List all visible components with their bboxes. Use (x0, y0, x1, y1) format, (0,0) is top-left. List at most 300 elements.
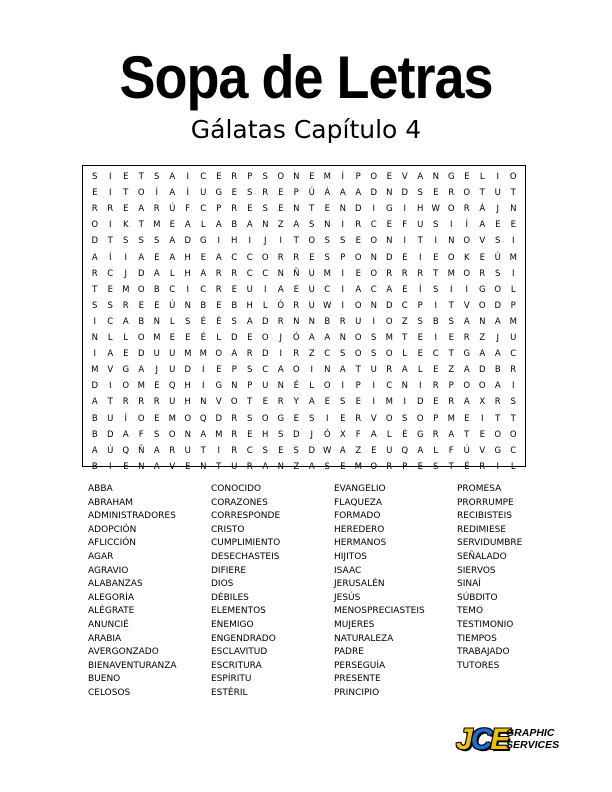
word-list-item: HEREDERO (334, 524, 385, 535)
word-list-item: ENGENDRADO (211, 633, 276, 644)
grid-letter: P (216, 204, 222, 215)
grid-letter: R (386, 268, 393, 279)
word-list-item: ESCRITURA (211, 660, 262, 671)
grid-letter: W (323, 445, 332, 456)
grid-letter: M (354, 461, 362, 472)
grid-letter: S (92, 300, 98, 311)
grid-letter: N (370, 300, 377, 311)
grid-letter: Q (401, 445, 409, 456)
grid-letter: O (354, 300, 362, 311)
word-list-item: MUJERES (334, 619, 375, 630)
grid-letter: U (231, 461, 238, 472)
grid-letter: B (200, 300, 207, 311)
grid-letter: Z (355, 445, 362, 456)
grid-letter: Í (108, 252, 112, 263)
grid-letter: A (169, 236, 176, 247)
grid-letter: S (92, 172, 98, 182)
grid-letter: S (154, 429, 160, 440)
grid-letter: D (385, 252, 393, 263)
grid-letter: L (200, 220, 206, 231)
grid-letter: S (247, 365, 253, 376)
grid-letter: Q (168, 381, 176, 392)
grid-letter: R (231, 268, 238, 279)
grid-letter: L (169, 316, 175, 327)
grid-letter: T (309, 204, 315, 215)
word-list-item: AGRAVIO (88, 565, 129, 576)
grid-letter: I (341, 220, 344, 231)
grid-letter: C (370, 220, 377, 231)
grid-letter: É (402, 429, 408, 440)
grid-letter: Í (418, 284, 422, 295)
grid-letter: Ó (292, 333, 300, 343)
grid-letter: A (200, 429, 207, 440)
grid-letter: I (418, 381, 422, 392)
grid-letter: O (463, 236, 471, 247)
word-list-item: MENOSPRECIASTEIS (334, 606, 425, 617)
grid-letter: J (155, 365, 158, 376)
grid-letter: I (108, 172, 112, 182)
grid-letter: S (262, 204, 268, 215)
grid-letter: R (355, 413, 362, 424)
grid-letter: S (247, 413, 253, 424)
grid-letter: A (463, 365, 470, 376)
grid-letter: R (479, 461, 486, 472)
grid-letter: E (293, 284, 299, 295)
grid-letter: S (417, 316, 423, 327)
grid-letter: B (494, 365, 501, 376)
grid-letter: L (479, 172, 485, 182)
grid-letter: L (107, 333, 113, 343)
grid-letter: I (217, 236, 220, 247)
grid-letter: N (153, 316, 160, 327)
grid-letter: A (339, 445, 346, 456)
grid-letter: E (386, 172, 392, 182)
word-list-item: PRORRUMPE (457, 497, 514, 508)
grid-letter: G (277, 413, 285, 424)
grid-letter: O (215, 349, 223, 360)
grid-letter: N (262, 220, 269, 231)
grid-letter: M (122, 284, 130, 295)
grid-letter: Ñ (138, 445, 145, 456)
grid-letter: Á (479, 204, 486, 215)
grid-letter: L (510, 461, 516, 472)
grid-letter: U (308, 284, 315, 295)
grid-letter: A (153, 461, 160, 472)
grid-letter: B (153, 284, 160, 295)
word-list-item: ALEGORÍA (88, 592, 134, 603)
grid-letter: E (231, 188, 237, 199)
grid-letter: G (478, 284, 486, 295)
grid-letter: I (341, 381, 344, 392)
grid-letter: S (107, 300, 113, 311)
grid-letter: E (123, 461, 129, 472)
grid-letter: E (138, 300, 144, 311)
grid-letter: R (231, 413, 238, 424)
grid-letter: T (107, 397, 113, 408)
grid-letter: U (200, 188, 207, 199)
word-column-1 (88, 483, 218, 701)
grid-letter: T (479, 188, 485, 199)
grid-letter: A (324, 333, 331, 343)
grid-letter: N (277, 268, 284, 279)
grid-letter: É (200, 333, 206, 343)
grid-letter: C (200, 172, 207, 182)
word-list-item: ARABIA (88, 633, 122, 644)
grid-letter: U (169, 365, 176, 376)
grid-letter: I (511, 381, 515, 392)
grid-letter: Á (324, 188, 331, 199)
grid-letter: T (464, 429, 470, 440)
grid-letter: I (310, 365, 313, 376)
grid-letter: O (509, 172, 517, 182)
grid-letter: V (215, 397, 222, 408)
grid-letter: A (386, 284, 393, 295)
word-list-item: HIJITOS (334, 551, 368, 562)
grid-letter: C (262, 365, 269, 376)
grid-letter: S (340, 236, 346, 247)
grid-letter: S (138, 236, 144, 247)
grid-letter: O (137, 284, 145, 295)
grid-letter: Ó (277, 300, 285, 311)
grid-letter: R (231, 445, 238, 456)
grid-letter: O (168, 429, 176, 440)
grid-letter: E (278, 188, 284, 199)
grid-letter: L (510, 284, 516, 295)
grid-letter: I (372, 381, 375, 392)
grid-letter: N (386, 188, 393, 199)
grid-letter: O (370, 268, 378, 279)
grid-letter: L (309, 381, 315, 392)
grid-letter: S (324, 236, 330, 247)
grid-letter: A (153, 445, 160, 456)
grid-letter: I (434, 236, 437, 247)
page-subtitle: Gálatas Capítulo 4 (190, 115, 422, 144)
grid-letter: E (262, 397, 268, 408)
grid-letter: I (496, 172, 499, 182)
grid-letter: H (184, 397, 191, 408)
word-list-item: CORAZONES (211, 497, 268, 508)
grid-letter: I (108, 461, 112, 472)
grid-letter: I (372, 204, 375, 215)
grid-letter: R (479, 268, 486, 279)
grid-letter: M (509, 252, 517, 263)
grid-letter: Q (122, 445, 130, 456)
grid-letter: Q (199, 413, 207, 424)
grid-letter: U (370, 365, 377, 376)
grid-letter: E (371, 445, 377, 456)
grid-letter: T (92, 284, 98, 295)
word-list-item: RECIBISTEIS (457, 511, 512, 522)
grid-letter: O (137, 188, 145, 199)
grid-letter: A (339, 188, 346, 199)
grid-letter: P (510, 300, 516, 311)
grid-letter: E (107, 284, 113, 295)
grid-letter: J (263, 236, 267, 247)
grid-letter: R (277, 252, 284, 263)
grid-letter: A (308, 397, 315, 408)
word-list-item: SINAÍ (457, 579, 481, 590)
grid-letter: V (479, 445, 486, 456)
grid-letter: E (433, 252, 439, 263)
grid-letter: M (199, 349, 207, 360)
word-list-item: TIEMPOS (457, 633, 497, 644)
grid-letter: M (168, 413, 176, 424)
grid-letter: R (91, 204, 98, 215)
grid-letter: O (292, 365, 300, 376)
grid-letter: S (154, 172, 160, 182)
grid-letter: A (355, 188, 362, 199)
grid-letter: G (494, 445, 502, 456)
grid-letter: E (402, 252, 408, 263)
grid-letter: N (386, 236, 393, 247)
grid-letter: D (137, 349, 145, 360)
grid-letter: C (324, 284, 331, 295)
grid-letter: D (230, 333, 238, 343)
grid-letter: A (231, 349, 238, 360)
grid-letter: A (355, 284, 362, 295)
grid-letter: T (247, 397, 253, 408)
grid-letter: U (308, 300, 315, 311)
grid-letter: I (341, 284, 344, 295)
grid-letter: I (186, 284, 189, 295)
grid-letter: W (431, 204, 440, 215)
word-list-item: ADMINISTRADORES (88, 511, 176, 522)
word-list-item: ANUNCIÉ (88, 619, 129, 630)
grid-letter: I (124, 252, 127, 263)
grid-letter: A (277, 365, 284, 376)
grid-letter: N (293, 316, 300, 327)
grid-letter: H (231, 236, 238, 247)
grid-letter: L (402, 349, 408, 360)
grid-letter: D (137, 268, 145, 279)
grid-letter: U (169, 349, 176, 360)
word-list-item: TEMO (457, 606, 484, 617)
grid-letter: R (386, 365, 393, 376)
grid-letter: S (402, 413, 408, 424)
grid-letter: O (494, 429, 502, 440)
grid-letter: É (464, 461, 470, 472)
grid-letter: S (340, 397, 346, 408)
grid-letter: E (417, 349, 423, 360)
grid-letter: A (370, 429, 377, 440)
grid-letter: Y (293, 397, 299, 408)
grid-letter: B (91, 429, 98, 440)
grid-letter: R (463, 333, 470, 343)
grid-letter: A (246, 220, 253, 231)
grid-letter: I (403, 397, 406, 408)
grid-letter: N (308, 316, 315, 327)
grid-letter: O (323, 381, 331, 392)
grid-letter: E (278, 204, 284, 215)
grid-letter: Í (341, 172, 344, 182)
grid-letter: Z (277, 220, 284, 231)
grid-letter: N (293, 172, 300, 182)
grid-letter: C (169, 284, 176, 295)
word-list-item: SIERVOS (457, 565, 496, 576)
grid-letter: L (169, 268, 175, 279)
grid-letter: R (339, 316, 346, 327)
grid-letter: O (463, 268, 471, 279)
grid-letter: R (138, 397, 145, 408)
word-list-item: FLAQUEZA (334, 497, 383, 508)
grid-letter: D (91, 236, 99, 247)
grid-letter: R (386, 461, 393, 472)
grid-letter: G (215, 381, 223, 392)
grid-letter: H (184, 252, 191, 263)
grid-letter: D (494, 300, 502, 311)
word-list-item: PROMESA (457, 484, 502, 494)
grid-letter: E (123, 204, 129, 215)
word-list-item: PRESENTE (334, 674, 381, 685)
grid-letter: N (448, 236, 455, 247)
grid-letter: V (107, 365, 114, 376)
word-list-item: ESTÉRIL (211, 687, 248, 698)
grid-letter: N (432, 172, 439, 182)
grid-letter: O (447, 204, 455, 215)
grid-letter: T (355, 365, 361, 376)
grid-letter: O (230, 397, 238, 408)
grid-letter: G (463, 349, 471, 360)
grid-letter: O (370, 172, 378, 182)
grid-letter: X (339, 429, 346, 440)
word-list-item: CORRESPONDE (211, 511, 281, 522)
word-list-item: SEÑALADO (457, 551, 507, 562)
grid-letter: E (123, 349, 129, 360)
word-list-item: REDIMIESE (457, 524, 507, 535)
grid-letter: O (385, 316, 393, 327)
grid-letter: U (246, 284, 253, 295)
grid-letter: B (324, 316, 331, 327)
grid-letter: A (463, 397, 470, 408)
grid-letter: J (124, 268, 127, 279)
word-list-item: DIOS (211, 579, 234, 590)
grid-letter: F (402, 220, 408, 231)
grid-letter: E (154, 252, 160, 263)
grid-letter: T (138, 172, 144, 182)
grid-letter: P (402, 461, 408, 472)
word-list-item: TRABAJADO (457, 647, 510, 658)
grid-letter: R (231, 172, 238, 182)
grid-letter: K (122, 220, 129, 231)
grid-letter: C (370, 284, 377, 295)
word-list-item: AVERGONZADO (88, 647, 159, 658)
word-list-item: ISAAC (334, 565, 362, 576)
word-column-3 (334, 483, 464, 701)
grid-letter: N (324, 220, 331, 231)
grid-letter: N (277, 381, 284, 392)
grid-letter: S (433, 220, 439, 231)
grid-letter: T (123, 188, 129, 199)
grid-letter: I (372, 316, 375, 327)
grid-letter: G (416, 429, 424, 440)
grid-letter: R (355, 220, 362, 231)
grid-letter: O (277, 172, 285, 182)
grid-letter: I (325, 413, 329, 424)
grid-letter: O (509, 429, 517, 440)
grid-letter: I (434, 300, 437, 311)
grid-letter: Ó (323, 429, 331, 440)
grid-letter: E (448, 333, 454, 343)
grid-letter: E (247, 333, 253, 343)
grid-letter: I (372, 397, 375, 408)
grid-letter: U (107, 413, 114, 424)
word-list-item: FORMADO (334, 511, 381, 522)
grid-letter: T (510, 188, 516, 199)
grid-letter: T (433, 268, 439, 279)
grid-letter: U (153, 349, 160, 360)
grid-letter: R (293, 349, 300, 360)
grid-letter: R (246, 461, 253, 472)
grid-letter: S (154, 236, 160, 247)
grid-letter: E (278, 445, 284, 456)
word-list-item: AGAR (88, 551, 114, 562)
grid-letter: U (510, 333, 517, 343)
word-list-item: DÉBILES (211, 592, 249, 603)
grid-letter: D (416, 397, 424, 408)
grid-letter: I (403, 236, 406, 247)
grid-letter: R (293, 252, 300, 263)
grid-letter: B (231, 220, 238, 231)
grid-letter: S (247, 188, 253, 199)
word-column-4 (457, 483, 587, 673)
grid-letter: R (463, 204, 470, 215)
grid-letter: Z (308, 349, 315, 360)
word-list-item: DIFIERE (211, 565, 247, 576)
grid-letter: I (93, 349, 96, 360)
grid-letter: E (92, 188, 98, 199)
grid-letter: N (231, 381, 238, 392)
word-list-item: HERMANOS (334, 538, 387, 549)
grid-letter: A (479, 220, 486, 231)
grid-letter: S (231, 316, 237, 327)
grid-letter: S (293, 445, 299, 456)
grid-letter: D (478, 365, 486, 376)
grid-letter: L (123, 333, 129, 343)
logo-mark: JCE (456, 723, 509, 756)
grid-letter: R (153, 397, 160, 408)
grid-letter: E (510, 220, 516, 231)
grid-letter: A (215, 252, 222, 263)
grid-letter: G (447, 172, 455, 182)
grid-letter: S (309, 220, 315, 231)
grid-letter: E (433, 188, 439, 199)
grid-letter: T (200, 445, 206, 456)
grid-letter: B (138, 316, 145, 327)
grid-letter: U (184, 445, 191, 456)
grid-letter: I (201, 365, 205, 376)
grid-letter: C (200, 204, 207, 215)
grid-letter: J (496, 204, 499, 215)
grid-letter: A (91, 445, 98, 456)
grid-letter: O (261, 333, 269, 343)
grid-letter: I (341, 300, 344, 311)
grid-letter: O (370, 461, 378, 472)
grid-letter: N (138, 461, 145, 472)
word-list-item: CUMPLIMIENTO (211, 538, 281, 549)
grid-letter: A (494, 316, 501, 327)
word-list-item: SERVIDUMBRE (457, 538, 523, 549)
grid-letter: L (433, 445, 439, 456)
grid-letter: E (340, 413, 346, 424)
grid-letter: D (261, 349, 269, 360)
grid-letter: N (479, 316, 486, 327)
grid-letter: L (216, 333, 222, 343)
grid-letter: Í (465, 220, 468, 231)
jce-graphic-services-logo (456, 722, 566, 758)
grid-letter: E (464, 413, 470, 424)
grid-letter: E (495, 220, 501, 231)
grid-letter: I (449, 284, 453, 295)
